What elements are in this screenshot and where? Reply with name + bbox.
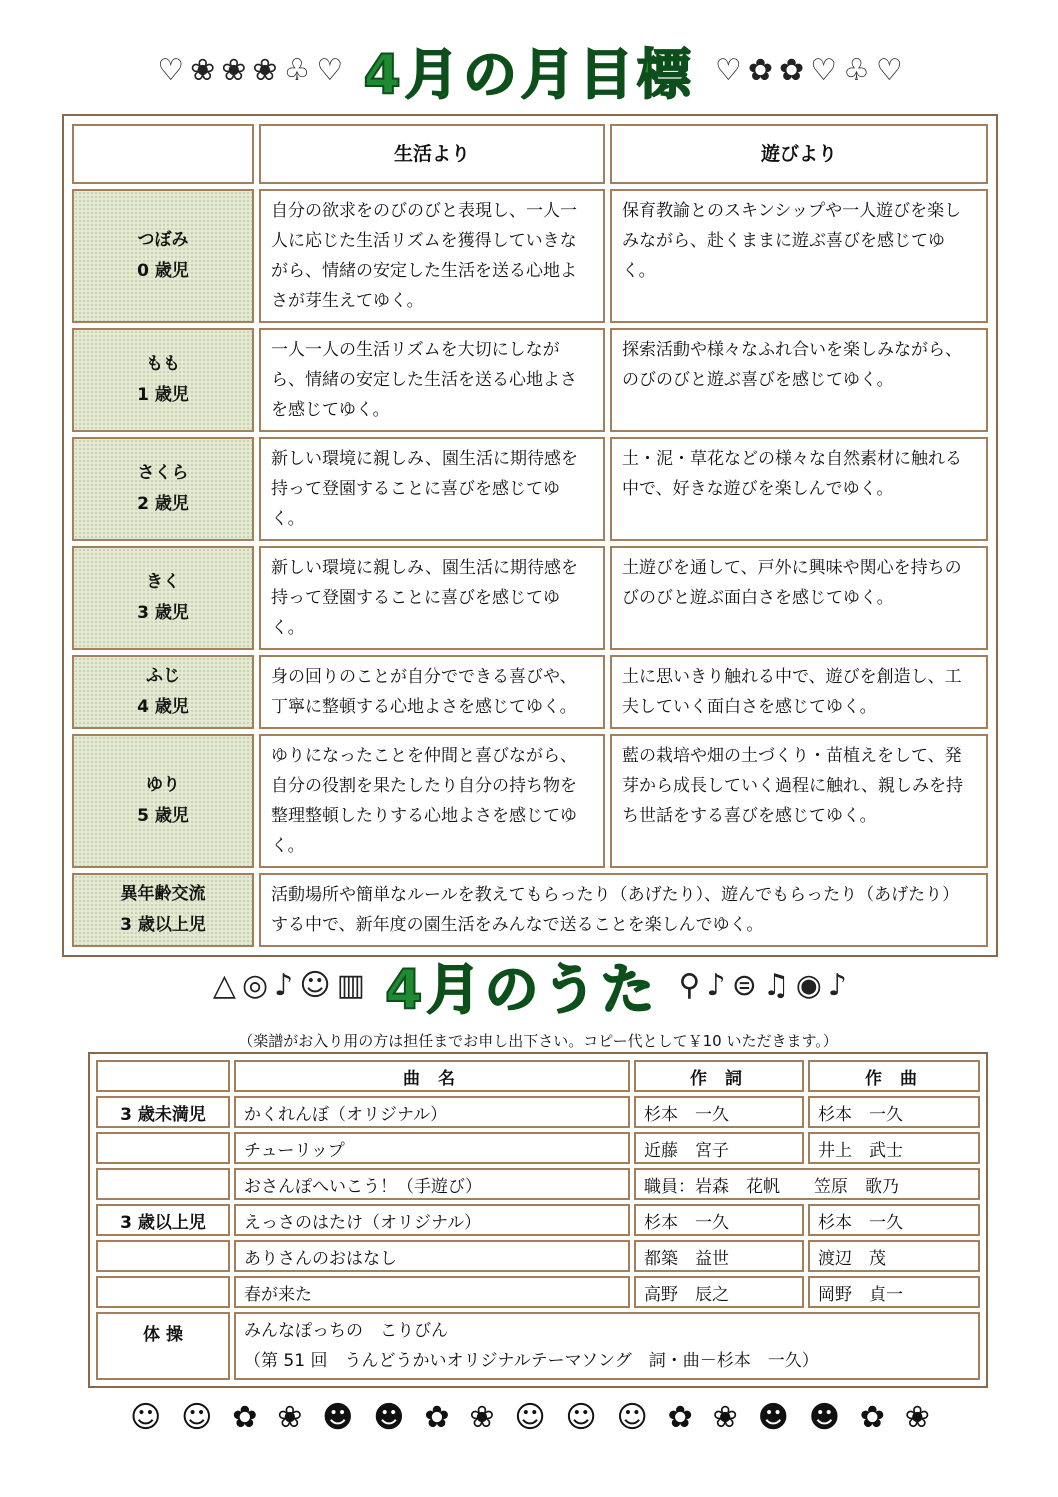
tulip-icon: ❀ xyxy=(904,1400,930,1435)
goal-row-fuji xyxy=(72,655,988,729)
age-group: 3 歳以上児 xyxy=(96,1204,230,1236)
life-goal: 自分の欲求をのびのびと表現し、一人一人に応じた生活リズムを獲得していきながら、情緒の安定した生活を送る心地よさが芽生えてゆく。 xyxy=(259,189,605,323)
right-instruments xyxy=(679,968,848,1003)
tulip-icon: ❀ xyxy=(252,52,278,88)
songs-title: 4月のうた xyxy=(384,957,659,1021)
triangle-icon: △ xyxy=(212,967,236,1003)
class-cell: つぼみ 0 歳児 xyxy=(72,189,254,323)
tulip-icon: ❀ xyxy=(190,52,216,88)
maracas-icon: ⚲ xyxy=(678,967,701,1003)
flower-icon: ✿ xyxy=(424,1400,450,1435)
flower-icon: ✿ xyxy=(859,1400,885,1435)
song-row xyxy=(96,1096,980,1128)
life-goal: 一人一人の生活リズムを大切にしながら、情緒の安定した生活を送る心地よさを感じてゆく。 xyxy=(259,328,605,432)
tulip-icon: ❀ xyxy=(221,52,247,88)
empty-header-cell xyxy=(96,1060,230,1092)
tambourine-icon: ◎ xyxy=(241,967,269,1003)
child-icon: ☺ xyxy=(616,1400,648,1435)
music-note-icon: ♪ xyxy=(706,967,726,1003)
cymbals-icon: ◉ xyxy=(795,967,822,1003)
heart-icon: ♡ xyxy=(810,52,837,88)
exercise-subtitle: （第 51 回 うんどうかいオリジナルテーマソング 詞・曲－杉本 一久） xyxy=(244,1351,819,1371)
goals-title-row xyxy=(40,28,1020,112)
music-note-icon: ♫ xyxy=(762,967,790,1003)
class-cell: さくら 2 歳児 xyxy=(72,437,254,541)
exercise-song xyxy=(234,1312,980,1380)
header-life: 生活より xyxy=(259,124,605,184)
xylophone-icon: ▥ xyxy=(336,967,365,1003)
heart-icon: ♡ xyxy=(875,52,903,88)
play-goal: 土に思いきり触れる中で、遊びを創造し、工夫していく面白さを感じてゆく。 xyxy=(610,655,988,729)
left-decoration xyxy=(157,53,343,88)
music-note-icon: ♪ xyxy=(274,967,294,1003)
lyricist: 都築 益世 xyxy=(634,1240,804,1272)
goal-row-sakura xyxy=(72,437,988,541)
play-goal: 土遊びを通して、戸外に興味や関心を持ちのびのびと遊ぶ面白さを感じてゆく。 xyxy=(610,546,988,650)
songs-title-row xyxy=(40,940,1020,1030)
song-title: 春が来た xyxy=(234,1276,630,1308)
lyricist: 杉本 一久 xyxy=(634,1204,804,1236)
song-row xyxy=(96,1240,980,1272)
flower-icon: ✿ xyxy=(778,52,805,88)
child-icon: ☺ xyxy=(565,1400,597,1435)
empty-header-cell xyxy=(72,124,254,184)
composer: 杉本 一久 xyxy=(808,1096,980,1128)
lyricist: 高野 辰之 xyxy=(634,1276,804,1308)
flower-icon: ❀ xyxy=(712,1400,738,1435)
footer-decoration xyxy=(130,1400,930,1435)
monthly-goals-table xyxy=(62,114,998,957)
composer: 渡辺 茂 xyxy=(808,1240,980,1272)
music-note-icon: ♪ xyxy=(827,967,848,1003)
header-title: 曲 名 xyxy=(234,1060,630,1092)
mixed-age-goal: 活動場所や簡単なルールを教えてもらったり（あげたり）、遊んでもらったり（あげたり）する中で、新年度の園生活をみんなで送ることを楽しんでゆく。 xyxy=(259,873,988,947)
class-cell: もも 1 歳児 xyxy=(72,328,254,432)
song-title: ありさんのおはなし xyxy=(234,1240,630,1272)
child-icon: ☺ xyxy=(130,1400,162,1435)
class-cell: きく 3 歳児 xyxy=(72,546,254,650)
tulip-icon: ❀ xyxy=(469,1400,495,1435)
life-goal: 身の回りのことが自分でできる喜びや、丁寧に整頓する心地よさを感じてゆく。 xyxy=(259,655,605,729)
song-row xyxy=(96,1132,980,1164)
child-icon: ☺ xyxy=(181,1400,213,1435)
exercise-row xyxy=(96,1312,980,1380)
castanet-icon: ☺ xyxy=(299,967,331,1003)
songs-header-row xyxy=(96,1060,980,1092)
flower-icon: ✿ xyxy=(667,1400,693,1435)
header-lyricist: 作 詞 xyxy=(634,1060,804,1092)
song-title: えっさのはたけ（オリジナル） xyxy=(234,1204,630,1236)
bird-icon: ✿ xyxy=(747,52,773,88)
tree-icon: ♧ xyxy=(283,52,311,88)
sheet-music-note: （楽譜がお入り用の方は担任までお申し出下さい。コピー代として￥10 いただきます。） xyxy=(238,1032,838,1050)
song-row xyxy=(96,1204,980,1236)
tree-icon: ♧ xyxy=(843,52,870,88)
song-title: かくれんぼ（オリジナル） xyxy=(234,1096,630,1128)
lyricist: 近藤 宮子 xyxy=(634,1132,804,1164)
left-instruments xyxy=(213,968,365,1003)
songs-table xyxy=(88,1052,988,1388)
song-title: おさんぽへいこう！（手遊び） xyxy=(234,1168,630,1200)
song-row xyxy=(96,1168,980,1200)
chick-icon: ☻ xyxy=(373,1400,405,1435)
flower-icon: ✿ xyxy=(232,1400,258,1435)
goals-title: 4月の月目標 xyxy=(363,42,695,106)
chick-icon: ☻ xyxy=(808,1400,840,1435)
life-goal: ゆりになったことを仲間と喜びながら、自分の役割を果たしたり自分の持ち物を整理整頓したりする心地よさを感じてゆく。 xyxy=(259,734,605,868)
song-title: チューリップ xyxy=(234,1132,630,1164)
composer: 岡野 貞一 xyxy=(808,1276,980,1308)
goal-row-momo xyxy=(72,328,988,432)
age-group: 体 操 xyxy=(96,1312,230,1380)
play-goal: 土・泥・草花などの様々な自然素材に触れる中で、好きな遊びを楽しんでゆく。 xyxy=(610,437,988,541)
header-composer: 作 曲 xyxy=(808,1060,980,1092)
class-cell: ふじ 4 歳児 xyxy=(72,655,254,729)
play-goal: 藍の栽培や畑の土づくり・苗植えをして、発芽から成長していく過程に触れ、親しみを持ち世話をする喜びを感じてゆく。 xyxy=(610,734,988,868)
play-goal: 探索活動や様々なふれ合いを楽しみながら、のびのびと遊ぶ喜びを感じてゆく。 xyxy=(610,328,988,432)
composer: 井上 武士 xyxy=(808,1132,980,1164)
life-goal: 新しい環境に親しみ、園生活に期待感を持って登園することに喜びを感じてゆく。 xyxy=(259,437,605,541)
goal-row-yuri xyxy=(72,734,988,868)
goal-row-kiku xyxy=(72,546,988,650)
header-play: 遊びより xyxy=(610,124,988,184)
song-row xyxy=(96,1276,980,1308)
goal-row-tsubomi xyxy=(72,189,988,323)
credit: 職員：岩森 花帆 笠原 歌乃 xyxy=(634,1168,980,1200)
flower-icon: ❀ xyxy=(277,1400,303,1435)
age-group xyxy=(96,1276,230,1308)
heart-icon: ♡ xyxy=(157,52,185,88)
drum-icon: ⊜ xyxy=(731,967,757,1003)
heart-icon: ♡ xyxy=(714,52,742,88)
age-group xyxy=(96,1168,230,1200)
age-group xyxy=(96,1240,230,1272)
composer: 杉本 一久 xyxy=(808,1204,980,1236)
class-cell: 異年齢交流 3 歳以上児 xyxy=(72,873,254,947)
exercise-title: みんなぽっちの こりびん xyxy=(244,1321,448,1341)
life-goal: 新しい環境に親しみ、園生活に期待感を持って登園することに喜びを感じてゆく。 xyxy=(259,546,605,650)
goal-row-mixed-age xyxy=(72,873,988,947)
age-group xyxy=(96,1132,230,1164)
lyricist: 杉本 一久 xyxy=(634,1096,804,1128)
class-cell: ゆり 5 歳児 xyxy=(72,734,254,868)
play-goal: 保育教諭とのスキンシップや一人遊びを楽しみながら、赴くままに遊ぶ喜びを感じてゆく。 xyxy=(610,189,988,323)
right-decoration xyxy=(715,53,903,88)
goals-header-row xyxy=(72,124,988,184)
age-group: 3 歳未満児 xyxy=(96,1096,230,1128)
child-icon: ☺ xyxy=(514,1400,546,1435)
heart-icon: ♡ xyxy=(316,52,344,88)
chick-icon: ☻ xyxy=(757,1400,789,1435)
chick-icon: ☻ xyxy=(322,1400,354,1435)
